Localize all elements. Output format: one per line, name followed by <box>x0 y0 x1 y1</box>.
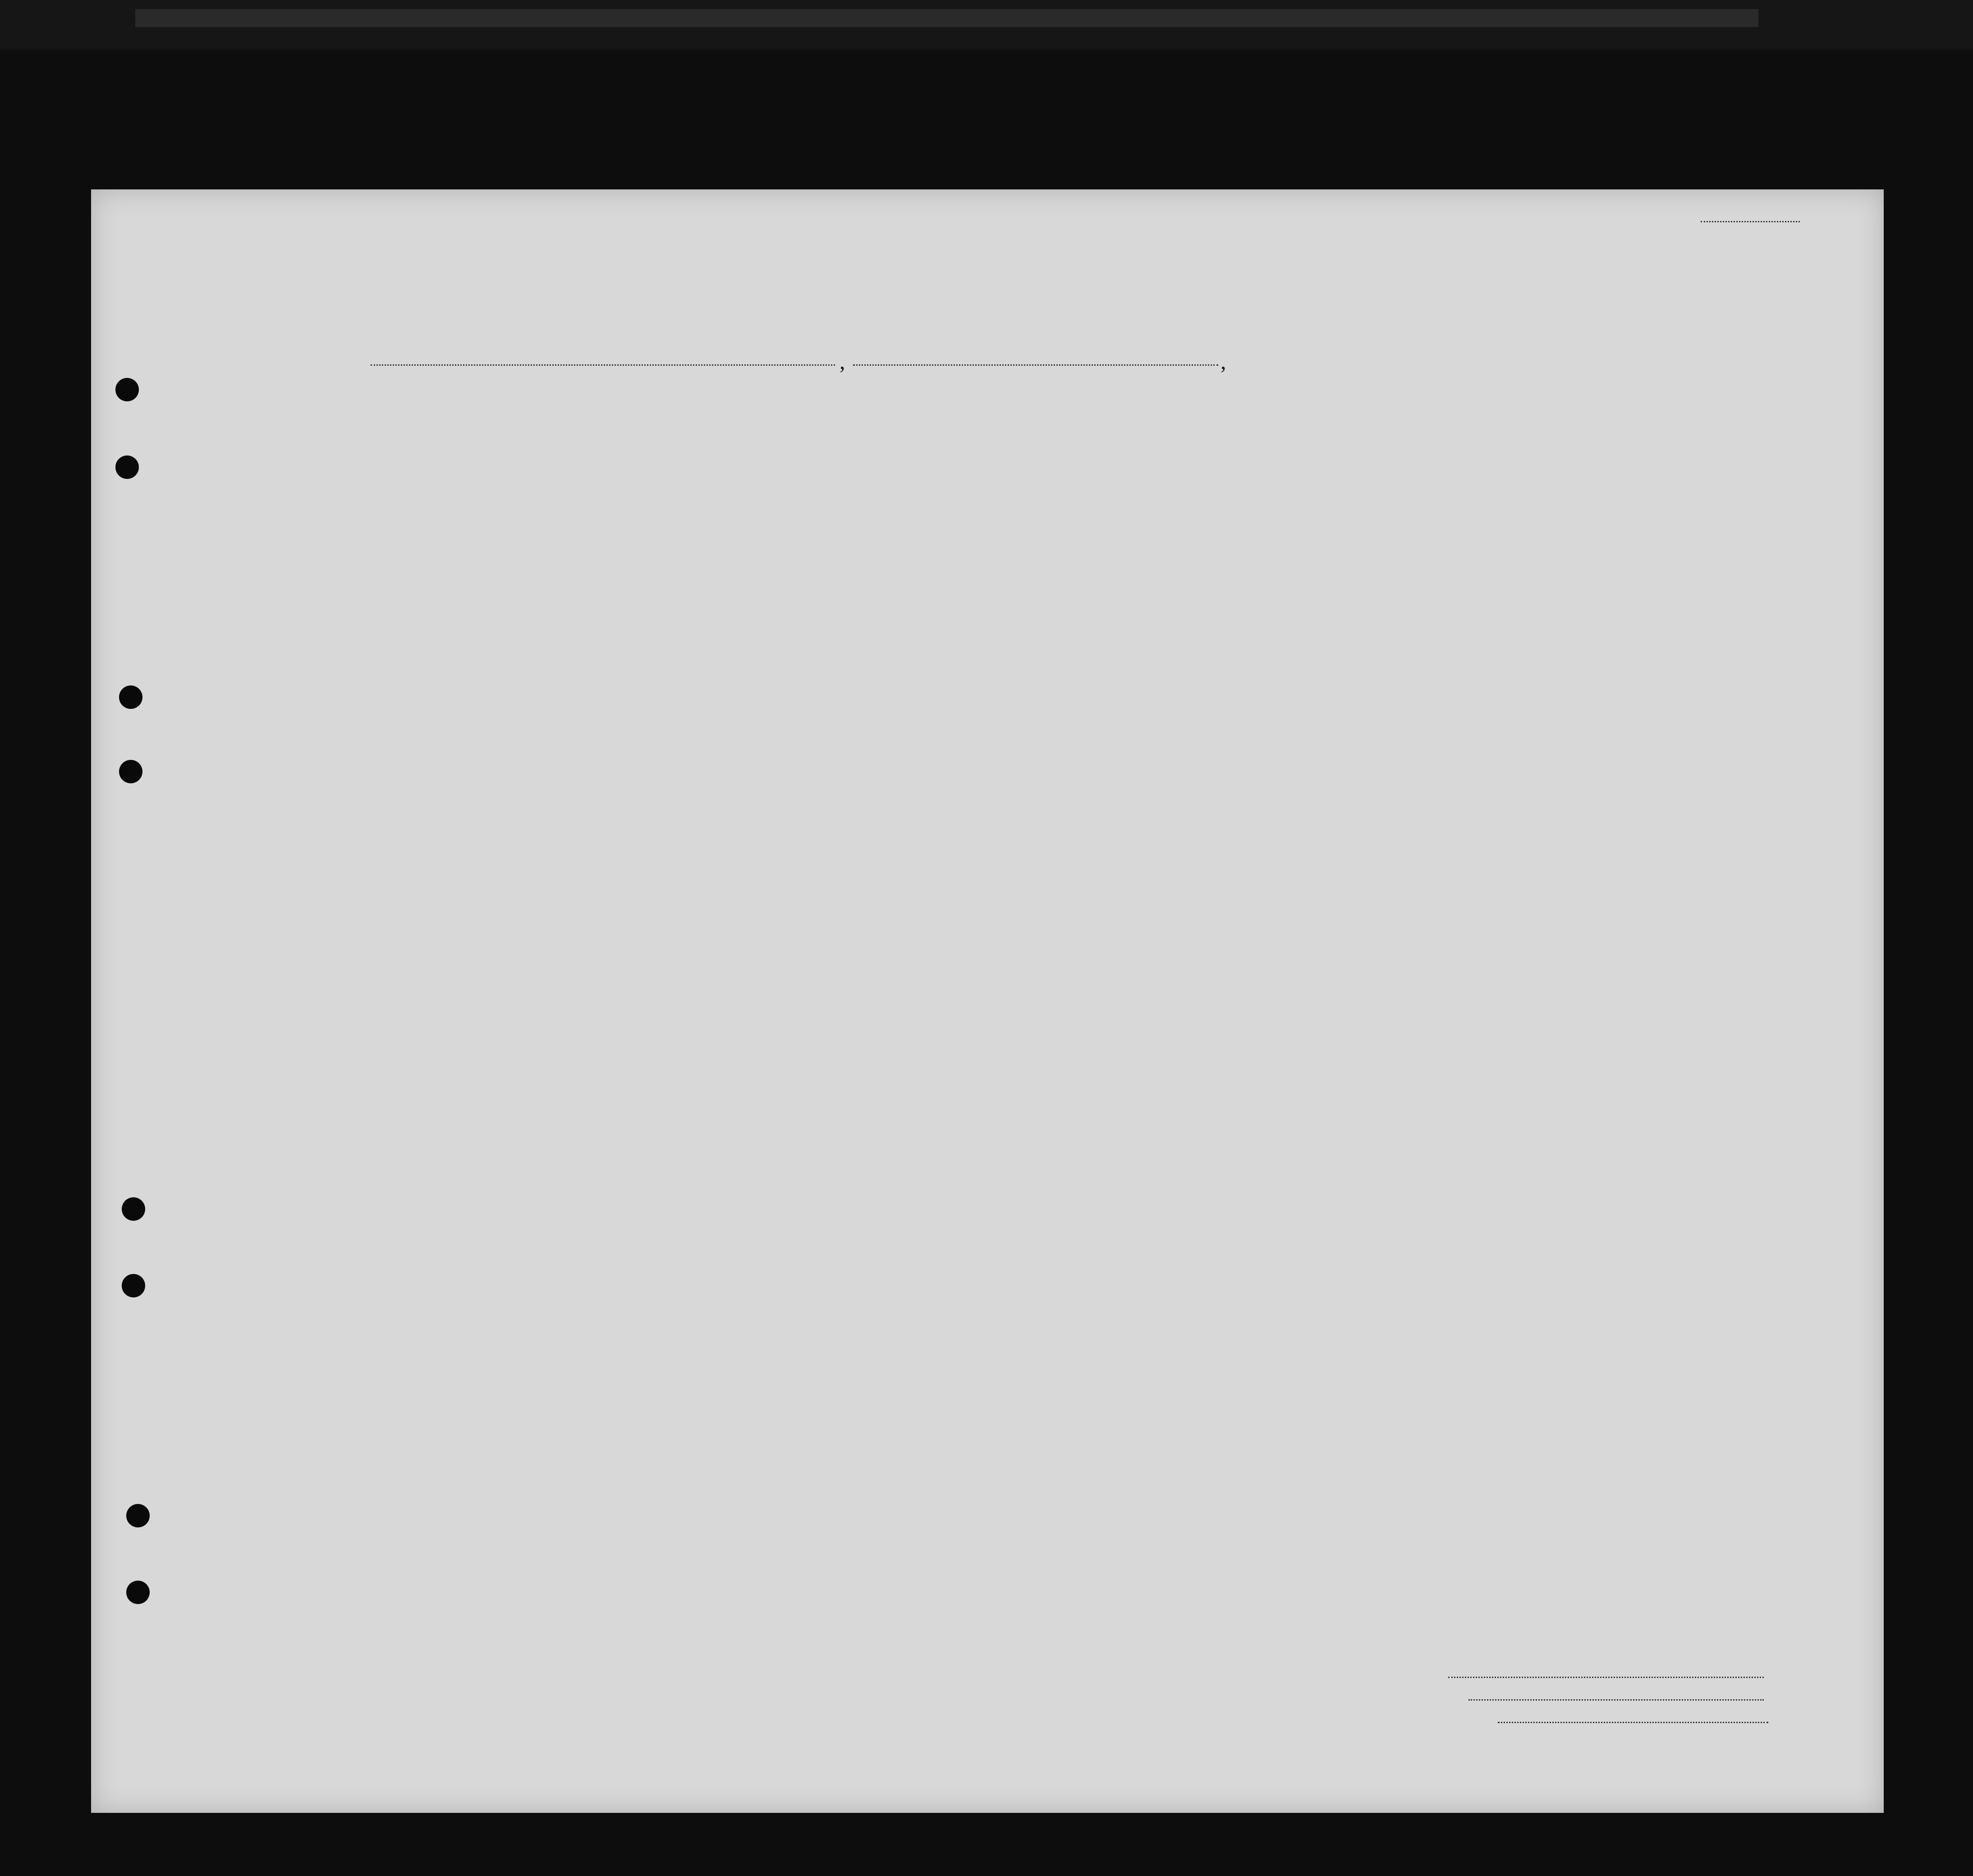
film-border-top <box>0 0 1973 50</box>
film-strip <box>135 9 1758 27</box>
manifest-grid <box>91 189 1884 1813</box>
manifest-page: , , <box>91 189 1884 1813</box>
